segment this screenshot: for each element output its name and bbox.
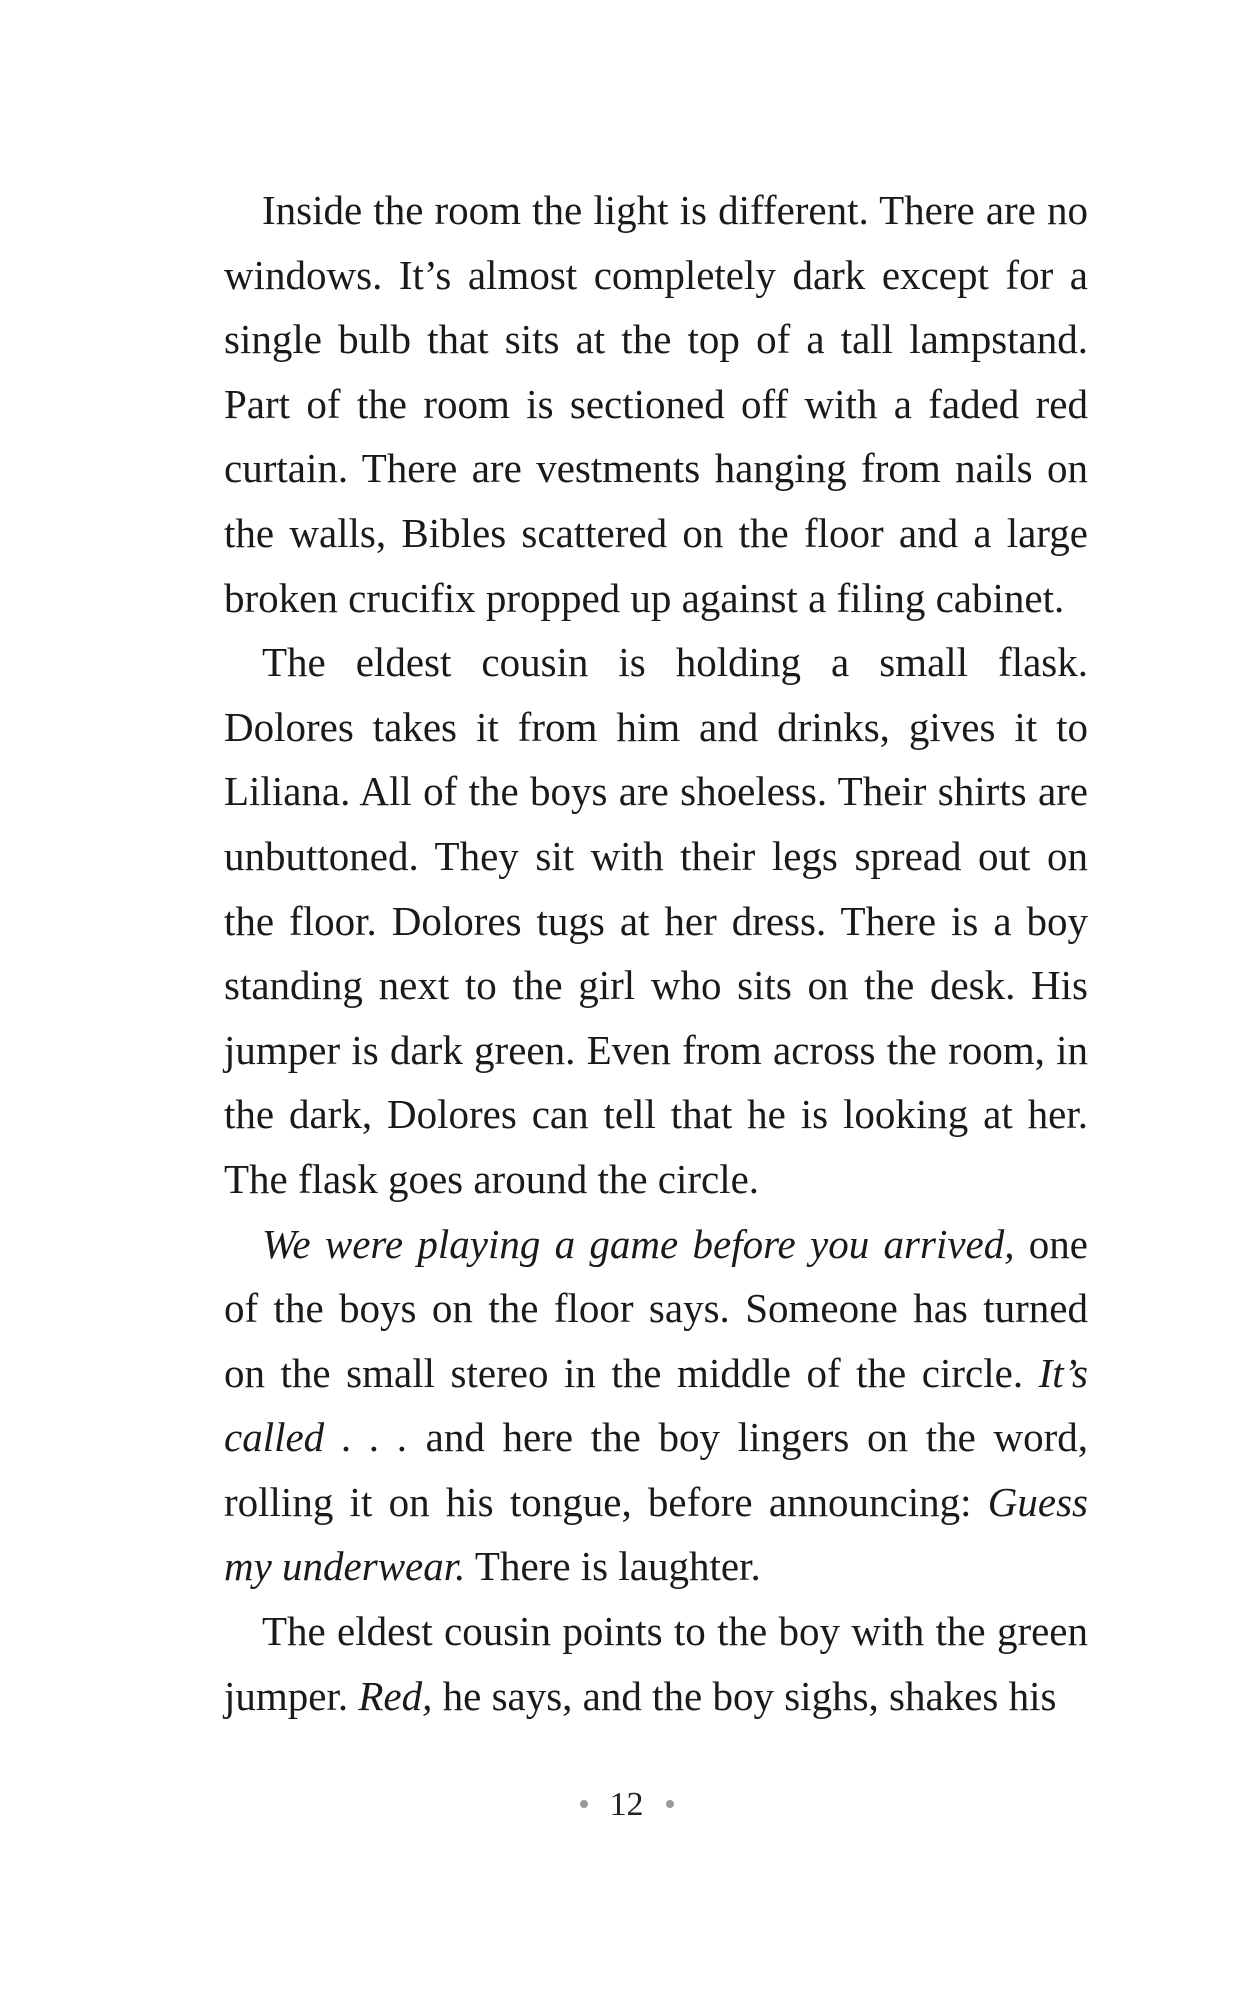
paragraph-4-text: he says, and the boy sighs, shakes his [432,1672,1057,1719]
paragraph-4 [224,1599,1088,1728]
italic-speech: Red, [358,1672,433,1719]
page-footer [0,1785,1253,1825]
italic-speech: Guess my underwear. [224,1478,1088,1590]
body-text [224,178,1088,1728]
italic-speech: It’s called . . . [224,1349,1088,1461]
bullet-ornament-icon [666,1800,674,1808]
paragraph-4-text: The eldest cousin points to the boy with the green jumper. [224,1608,1088,1719]
italic-speech: We were playing a game before you arrived, [262,1220,1015,1267]
paragraph-3-text: There is laughter. [465,1543,761,1590]
paragraph-2-text: The eldest cousin is holding a small flask. Dolores takes it from him and drinks, gives it to Liliana. All of the boys are shoeless. Their shirts are unbuttoned. They sit with their legs spread out on the floor. Dolores tugs at her dress. There is a boy standing next to the girl who sits on the desk. His jumper is dark green. Even from across the room, in the dark, Dolores can tell that he is looking at her. The flask goes around the circle. [224,639,1088,1202]
paragraph-3-text: and here the boy lingers on the word, rolling it on his tongue, before announcing: [224,1414,1088,1525]
paragraph-3-text: one of the boys on the floor says. Someone has turned on the small stereo in the middle of the circle. [224,1220,1088,1396]
paragraph-3 [224,1212,1088,1600]
paragraph-1-text: Inside the room the light is different. There are no windows. It’s almost completely dark except for a single bulb that sits at the top of a tall lampstand. Part of the room is sectioned off with a faded red curtain. There are vestments hanging from nails on the walls, Bibles scattered on the floor and a large broken crucifix propped up against a filing cabinet. [224,187,1088,621]
paragraph-2 [224,630,1088,1211]
page-number: 12 [609,1786,644,1823]
bullet-ornament-icon [580,1800,588,1808]
paragraph-1 [224,178,1088,630]
